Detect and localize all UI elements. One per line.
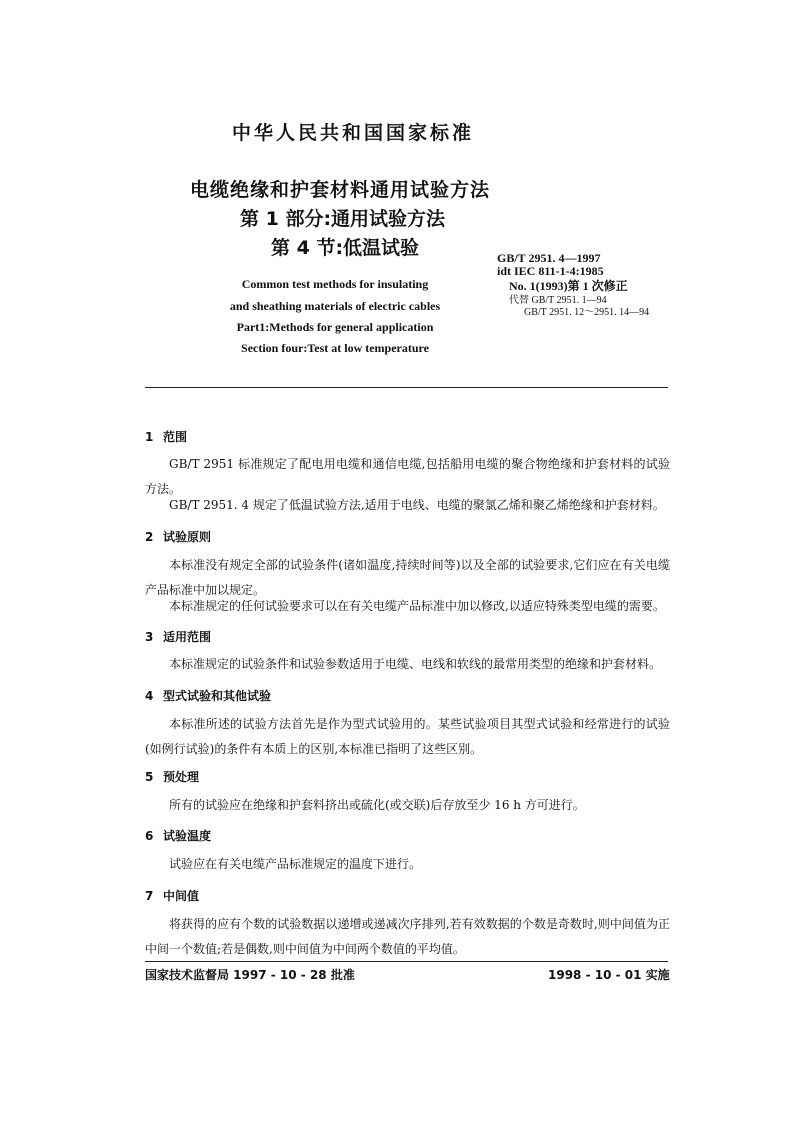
section-number: 2	[145, 530, 154, 544]
standard-type: 中华人民共和国国家标准	[232, 122, 475, 144]
section-number: 3	[145, 630, 154, 644]
section-paragraph: 所有的试验应在绝缘和护套料挤出或硫化(或交联)后存放至少 16 h 方可进行。	[169, 798, 585, 812]
section-paragraph: 将获得的应有个数的试验数据以递增或递减次序排列,若有效数据的个数是奇数时,则中间值为正中间一个数值;若是偶数,则中间值为中间两个数值的平均值。	[145, 917, 670, 956]
english-title-line: Common test methods for insulating	[241, 277, 429, 291]
section-title: 范围	[163, 430, 188, 444]
section-title: 适用范围	[163, 630, 212, 644]
approval-date: 国家技术监督局 1997 - 10 - 28 批准	[145, 968, 355, 982]
title-line-1: 电缆绝缘和护套材料通用试验方法	[190, 179, 491, 201]
section-paragraph: 本标准所述的试验方法首先是作为型式试验用的。某些试验项目其型式试验和经常进行的试验(如例行试验)的条件有本质上的区别,本标准已指明了这些区别。	[145, 717, 670, 756]
section-heading	[145, 887, 199, 904]
english-title-line: Section four:Test at low temperature	[241, 341, 429, 355]
section-heading	[145, 827, 211, 844]
section-title: 预处理	[163, 770, 200, 784]
section-number: 5	[145, 770, 154, 784]
english-title-line: and sheathing materials of electric cables	[229, 299, 441, 313]
footer-divider	[145, 961, 668, 962]
section-number: 4	[145, 689, 154, 703]
section-paragraph: GB/T 2951. 4 规定了低温试验方法,适用于电线、电缆的聚氯乙烯和聚乙烯绝缘和护套材料。	[169, 498, 665, 512]
section-number: 1	[145, 430, 154, 444]
section-title: 中间值	[163, 889, 200, 903]
section-title: 型式试验和其他试验	[163, 689, 272, 703]
section-title: 试验原则	[163, 530, 212, 544]
section-paragraph: 本标准规定的试验条件和试验参数适用于电缆、电线和软线的最常用类型的绝缘和护套材料。	[169, 657, 662, 671]
section-paragraph: 本标准没有规定全部的试验条件(诸如温度,持续时间等)以及全部的试验要求,它们应在有关电缆产品标准中加以规定。	[145, 558, 670, 597]
section-heading	[145, 428, 187, 445]
section-heading	[145, 628, 211, 645]
section-heading	[145, 687, 271, 704]
replaces-note: 代替 GB/T 2951. 1—94	[509, 295, 607, 306]
replaces-note: GB/T 2951. 12～2951. 14—94	[524, 307, 650, 318]
idt-reference: idt IEC 811-1-4:1985	[497, 264, 604, 278]
standard-number: GB/T 2951. 4—1997	[497, 251, 601, 265]
section-title: 试验温度	[163, 829, 212, 843]
section-heading	[145, 528, 211, 545]
implementation-date: 1998 - 10 - 01 实施	[548, 968, 670, 982]
amendment-note: No. 1(1993)第 1 次修正	[509, 279, 628, 293]
section-heading	[145, 768, 199, 785]
section-paragraph: GB/T 2951 标准规定了配电用电缆和通信电缆,包括船用电缆的聚合物绝缘和护套材料的试验方法。	[145, 457, 670, 496]
section-number: 7	[145, 889, 154, 903]
section-paragraph: 试验应在有关电缆产品标准规定的温度下进行。	[169, 857, 422, 871]
section-paragraph: 本标准规定的任何试验要求可以在有关电缆产品标准中加以修改,以适应特殊类型电缆的需要。	[169, 599, 665, 613]
title-line-2: 第 1 部分:通用试验方法	[240, 208, 446, 230]
title-line-3: 第 4 节:低温试验	[271, 237, 420, 259]
section-number: 6	[145, 829, 154, 843]
english-title-line: Part1:Methods for general application	[236, 320, 434, 334]
header-divider	[145, 387, 668, 388]
